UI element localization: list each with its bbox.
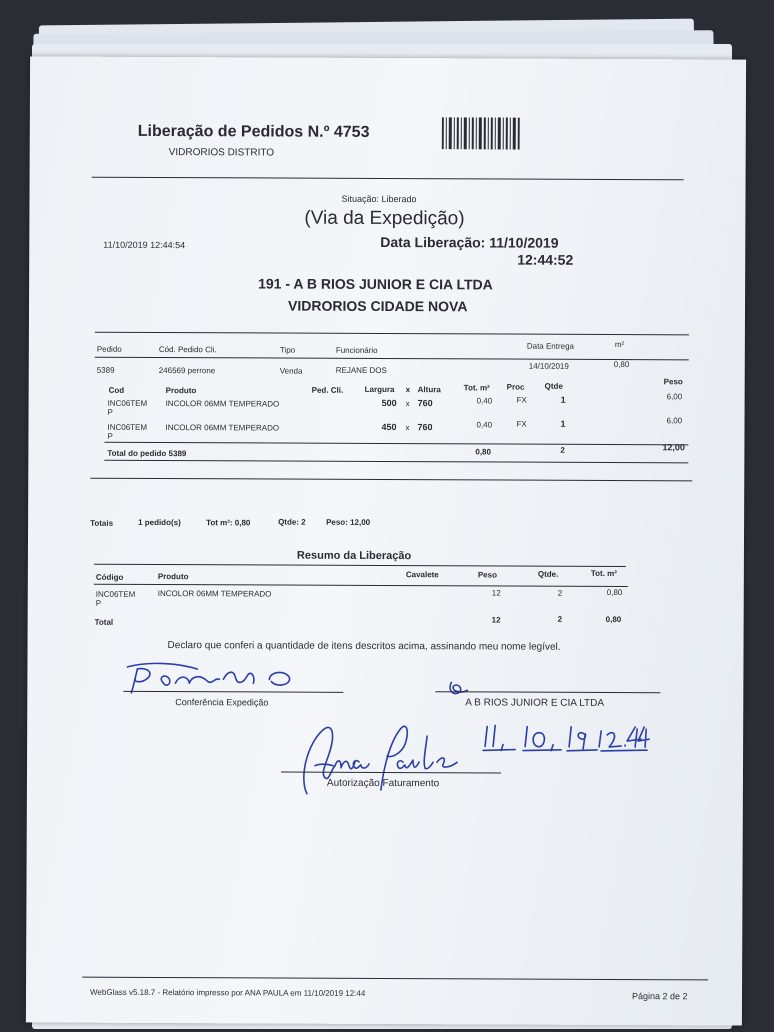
value-funcionario: REJANE DOS (335, 365, 387, 376)
barcode (442, 117, 520, 149)
order-total-label: Total do pedido 5389 (107, 448, 187, 459)
document-page (26, 56, 746, 1025)
resumo-col-codigo: Código (95, 572, 124, 582)
resumo-produto: INCOLOR 06MM TEMPERADO (157, 589, 272, 599)
col-x: x (405, 385, 411, 395)
item-altura: 760 (417, 398, 433, 409)
col-cod-pedido-cli: Cód. Pedido Cli. (158, 345, 217, 355)
item-cod-2: P (107, 431, 113, 441)
col-pedido: Pedido (96, 344, 122, 354)
order-table-top-rule (95, 332, 689, 336)
item-altura: 760 (417, 422, 433, 433)
col-peso: Peso (663, 377, 683, 387)
col-m2: m² (614, 339, 625, 350)
resumo-qtde: 2 (557, 588, 563, 598)
resumo-col-peso: Peso (477, 570, 497, 580)
item-qtde: 1 (560, 418, 566, 429)
item-largura: 500 (381, 397, 397, 409)
totals-qtde: Qtde: 2 (278, 517, 306, 527)
via-title: (Via da Expedição) (304, 207, 465, 230)
order-total-qtde: 2 (560, 445, 565, 455)
totals-peso: Peso: 12,00 (326, 517, 371, 527)
footer-page-number: Página 2 de 2 (631, 991, 688, 1002)
items-bottom-rule (104, 460, 688, 464)
resumo-total-label: Total (94, 617, 114, 627)
resumo-col-tot-m2: Tot. m² (590, 568, 617, 579)
section-divider (90, 478, 692, 482)
col-altura: Altura (417, 385, 441, 395)
resumo-total-peso: 12 (491, 615, 501, 625)
item-largura: 450 (381, 421, 397, 433)
autorizacao-signature (289, 722, 469, 803)
client-location: VIDRORIOS CIDADE NOVA (287, 297, 468, 315)
col-cod: Cod (108, 385, 125, 395)
value-pedido: 5389 (96, 365, 115, 375)
client-label: A B RIOS JUNIOR E CIA LTDA (465, 697, 605, 709)
status-label: Situação: Liberado (341, 193, 417, 205)
order-total-m2: 0,80 (475, 447, 491, 457)
footer-printed-by: WebGlass v5.18.7 - Relatório impresso por ANA PAULA em 11/10/2019 12:44 (90, 987, 366, 998)
value-tipo: Venda (279, 366, 303, 376)
totals-m2: Tot m²: 0,80 (206, 518, 251, 528)
col-qtde: Qtde (544, 381, 563, 391)
items-total-rule (104, 442, 688, 446)
item-x: x (405, 399, 410, 409)
resumo-col-produto: Produto (157, 572, 189, 582)
item-produto: INCOLOR 06MM TEMPERADO (165, 423, 280, 433)
resumo-tot-m2: 0,80 (606, 587, 623, 598)
item-cod-1: INC06TEM (107, 398, 148, 408)
release-time: 12:44:52 (517, 251, 574, 268)
item-cod-2: P (107, 407, 113, 417)
value-cod-pedido-cli: 246569 perrone (158, 366, 216, 376)
value-m2: 0,80 (613, 359, 630, 370)
order-table-header-rule (95, 357, 689, 361)
item-produto: INCOLOR 06MM TEMPERADO (165, 399, 280, 409)
col-tipo: Tipo (279, 345, 296, 355)
value-data-entrega: 14/10/2019 (528, 361, 569, 371)
company-name: VIDRORIOS DISTRITO (168, 147, 275, 159)
resumo-codigo-2: P (95, 598, 102, 608)
col-data-entrega: Data Entrega (526, 341, 575, 351)
declaration-text: Declaro que conferi a quantidade de itens descritos acima, assinando meu nome legível. (167, 640, 561, 653)
print-datetime: 11/10/2019 12:44:54 (103, 239, 186, 251)
resumo-header-rule (94, 584, 628, 587)
header-divider (92, 177, 684, 181)
item-proc: FX (516, 419, 527, 429)
footer-rule (82, 977, 708, 981)
item-peso: 6,00 (666, 416, 683, 426)
conferencia-label: Conferência Expedição (175, 697, 269, 708)
resumo-col-cavalete: Cavalete (405, 570, 439, 580)
item-tot-m2: 0,40 (476, 420, 493, 430)
totals-label: Totais (90, 518, 114, 528)
col-tot-m2: Tot. m² (463, 383, 490, 393)
resumo-col-qtde: Qtde. (537, 569, 559, 579)
col-funcionario: Funcionário (335, 345, 378, 355)
resumo-codigo-1: INC06TEM (95, 589, 136, 599)
order-total-peso: 12,00 (662, 442, 685, 453)
resumo-total-tot-m2: 0,80 (605, 614, 622, 625)
col-ped-cli: Ped. Cli. (311, 385, 344, 395)
col-largura: Largura (364, 384, 395, 395)
col-proc: Proc (506, 382, 525, 392)
item-x: x (405, 423, 410, 433)
handwritten-date (479, 720, 649, 755)
resumo-top-rule (94, 564, 626, 567)
client-name: 191 - A B RIOS JUNIOR E CIA LTDA (258, 275, 493, 293)
resumo-total-qtde: 2 (557, 614, 563, 624)
release-date: Data Liberação: 11/10/2019 (380, 233, 559, 251)
document-title: Liberação de Pedidos N.º 4753 (137, 122, 370, 141)
autorizacao-label: Autorização Faturamento (326, 777, 440, 790)
totals-pedidos: 1 pedido(s) (138, 517, 181, 528)
item-tot-m2: 0,40 (476, 396, 493, 406)
resumo-title: Resumo da Liberação (296, 549, 412, 563)
col-produto: Produto (165, 386, 197, 396)
item-cod-1: INC06TEM (107, 422, 148, 432)
item-qtde: 1 (560, 394, 566, 405)
resumo-peso: 12 (491, 588, 501, 598)
item-proc: FX (516, 395, 527, 405)
item-peso: 6,00 (666, 392, 683, 402)
